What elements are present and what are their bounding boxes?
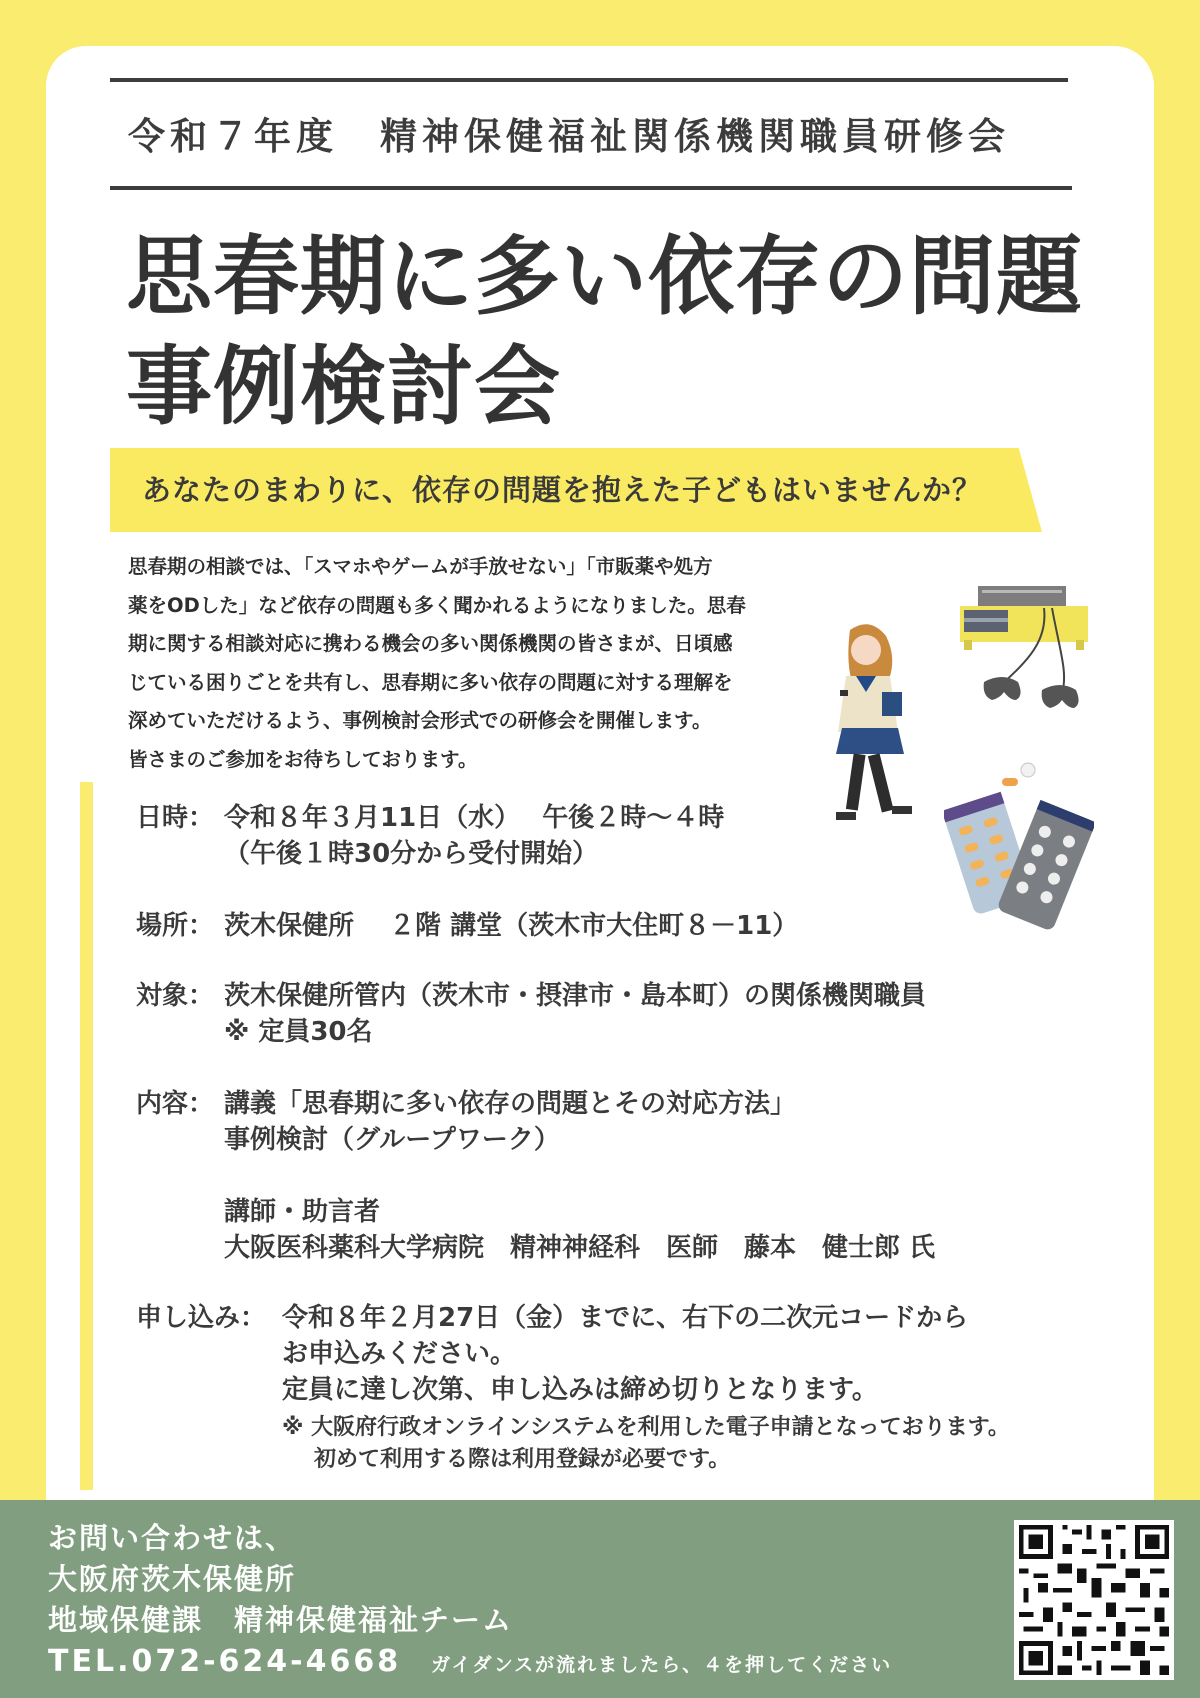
main-title-line1: 思春期に多い依存の問題	[126, 227, 1083, 327]
content-lecturer-heading: 講師・助言者	[224, 1197, 381, 1227]
intro-line: 皆さまのご参加をお待ちしております。	[128, 747, 478, 771]
contact-office: 大阪府茨木保健所	[48, 1562, 297, 1596]
datetime-reception: （午後１時30分から受付開始）	[224, 839, 599, 869]
contact-tel-note: ガイダンスが流れましたら、４を押してください	[431, 1654, 893, 1676]
main-title-line2: 事例検討会	[126, 337, 561, 437]
apply-capacity-note: 定員に達し次第、申し込みは締め切りとなります。	[282, 1375, 878, 1405]
header-top-rule	[110, 78, 1068, 82]
contact-team: 地域保健課 精神保健福祉チーム	[48, 1603, 514, 1637]
apply-registration-note: 初めて利用する際は利用登録が必要です。	[314, 1447, 731, 1472]
header-bottom-rule	[110, 186, 1072, 190]
intro-line: 薬をODした」など依存の問題も多く聞かれるようになりました。思春	[128, 593, 746, 617]
qr-code[interactable]	[1014, 1520, 1174, 1680]
intro-line: 期に関する相談対応に携わる機会の多い関係機関の皆さまが、日頃感	[128, 632, 733, 655]
contact-intro: お問い合わせは、	[48, 1521, 297, 1555]
contact-tel[interactable]: TEL.072-624-4668	[48, 1644, 402, 1679]
header-title: 令和７年度 精神保健福祉関係機関職員研修会	[128, 115, 1010, 158]
target-value: 茨木保健所管内（茨木市・摂津市・島本町）の関係機関職員	[224, 981, 927, 1011]
datetime-label: 日時：	[136, 803, 215, 833]
intro-paragraph	[128, 548, 828, 779]
girl-with-smartphone-illustration	[820, 620, 930, 840]
content-lecturer-name: 大阪医科薬科大学病院 精神神経科 医師 藤本 健士郎 氏	[224, 1233, 936, 1263]
datetime-value: 令和８年３月11日（水） 午後２時～４時	[224, 803, 725, 833]
game-console-illustration	[956, 582, 1092, 742]
question-banner-text: あなたのまわりに、依存の問題を抱えた子どもはいませんか？	[142, 473, 983, 507]
target-label: 対象：	[136, 981, 215, 1011]
intro-line: じている困りごとを共有し、思春期に多い依存の問題に対する理解を	[128, 670, 733, 694]
apply-instruction: お申込みください。	[282, 1339, 517, 1369]
target-capacity: ※ 定員30名	[224, 1017, 373, 1047]
content-label: 内容：	[136, 1089, 215, 1119]
side-accent-bar	[80, 782, 93, 1490]
medicine-blister-illustration	[944, 756, 1094, 942]
apply-label: 申し込み：	[136, 1303, 267, 1333]
place-value: 茨木保健所 ２階 講堂（茨木市大住町８－11）	[224, 911, 799, 941]
content-lecture: 講義「思春期に多い依存の問題とその対応方法」	[224, 1089, 797, 1119]
intro-line: 深めていただけるよう、事例検討会形式での研修会を開催します。	[128, 709, 712, 732]
contact-tel-row	[48, 1641, 892, 1686]
content-case-study: 事例検討（グループワーク）	[224, 1125, 560, 1155]
apply-deadline: 令和８年２月27日（金）までに、右下の二次元コードから	[282, 1303, 969, 1333]
contact-info	[48, 1518, 892, 1686]
intro-line: 思春期の相談では、「スマホやゲームが手放せない」「市販薬や処方	[128, 555, 713, 578]
place-label: 場所：	[136, 911, 215, 941]
apply-online-note: ※ 大阪府行政オンラインシステムを利用した電子申請となっております。	[282, 1415, 1010, 1440]
main-title	[126, 222, 1083, 442]
